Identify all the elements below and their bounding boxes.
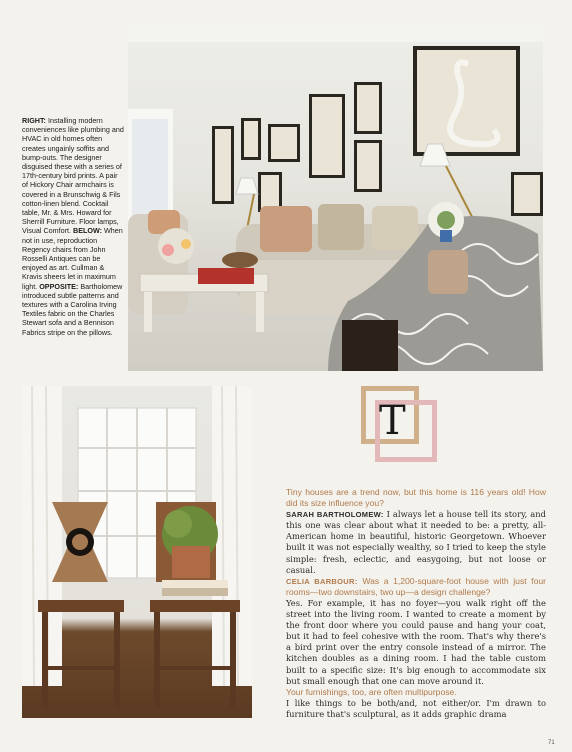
answer-3: I like things to be both/and, not either/or. I'm drawn to furniture that's sculptural, as it adds graphic drama	[286, 697, 546, 719]
answer-1: I always let a house tell its story, and this one was clear about what it needed to be: a pretty, all-American home in beautiful, historic Georgetown. Whoever built it was not especially wealthy, so I tried to keep the style simple: fresh, eclectic, and easygoing, but not loose or casual.	[286, 509, 546, 575]
living-room-photo	[128, 24, 543, 371]
caption-below-label: BELOW:	[73, 226, 103, 236]
question-3: Your furnishings, too, are often multipurpose.	[286, 686, 457, 697]
caption-below-text: When not in use, reproduction Regency chairs from John Rosselli Antiques can be enjoyed as art. Cullman & Kravis sheers let in maximum light.	[22, 226, 123, 291]
drop-cap-letter: T	[379, 398, 406, 444]
answer-1-speaker: SARAH BARTHOLOMEW:	[286, 510, 384, 520]
question-1: Tiny houses are a trend now, but this home is 116 years old! How did its size influence you?	[286, 487, 546, 509]
regency-chairs-illustration	[22, 386, 252, 718]
answer-2: Yes. For example, it has no foyer—you walk right off the street into the living room. I wanted to create a moment by the front door where you could pause and hang your coat, but it had to feel cohesive with the room. That's why there's a bird print over the entry console instead of a mirror. The kitchen doubles as a dining room. I had the table custom built to a specific size: It's big enough to accommodate six but small enough that one can move around it.	[286, 597, 546, 686]
living-room-illustration	[128, 24, 543, 371]
caption-right-label: RIGHT:	[22, 116, 46, 125]
regency-chairs-photo	[22, 386, 252, 718]
drop-cap-ornament	[361, 386, 451, 476]
photo-caption	[22, 116, 125, 337]
caption-right-text: Installing modern conveniences like plumbing and HVAC in old homes often creates ungainly soffits and bump-outs. The designer disguised these with a series of 17th-century bird prints. A pair of Hickory Chair armchairs is covered in a Brunschwig & Fils cotton-linen blend. Cocktail table, Mr. & Mrs. Howard for Sherrill Furniture. Floor lamps, Visual Comfort.	[22, 116, 124, 236]
caption-opposite-label: OPPOSITE:	[39, 281, 79, 291]
question-2: Was a 1,200-square-foot house with just four rooms—two downstairs, two up—a design challenge?	[286, 575, 546, 597]
question-2-speaker: CELIA BARBOUR:	[286, 576, 358, 586]
caption-opposite-text: Bartholomew introduced subtle patterns and textures with a Carolina Irving Textiles fabric on the Charles Stewart sofa and a Bennison Fabrics stripe on the pillows.	[22, 281, 123, 337]
interview-article	[286, 487, 546, 720]
page-number: 71	[548, 740, 555, 746]
